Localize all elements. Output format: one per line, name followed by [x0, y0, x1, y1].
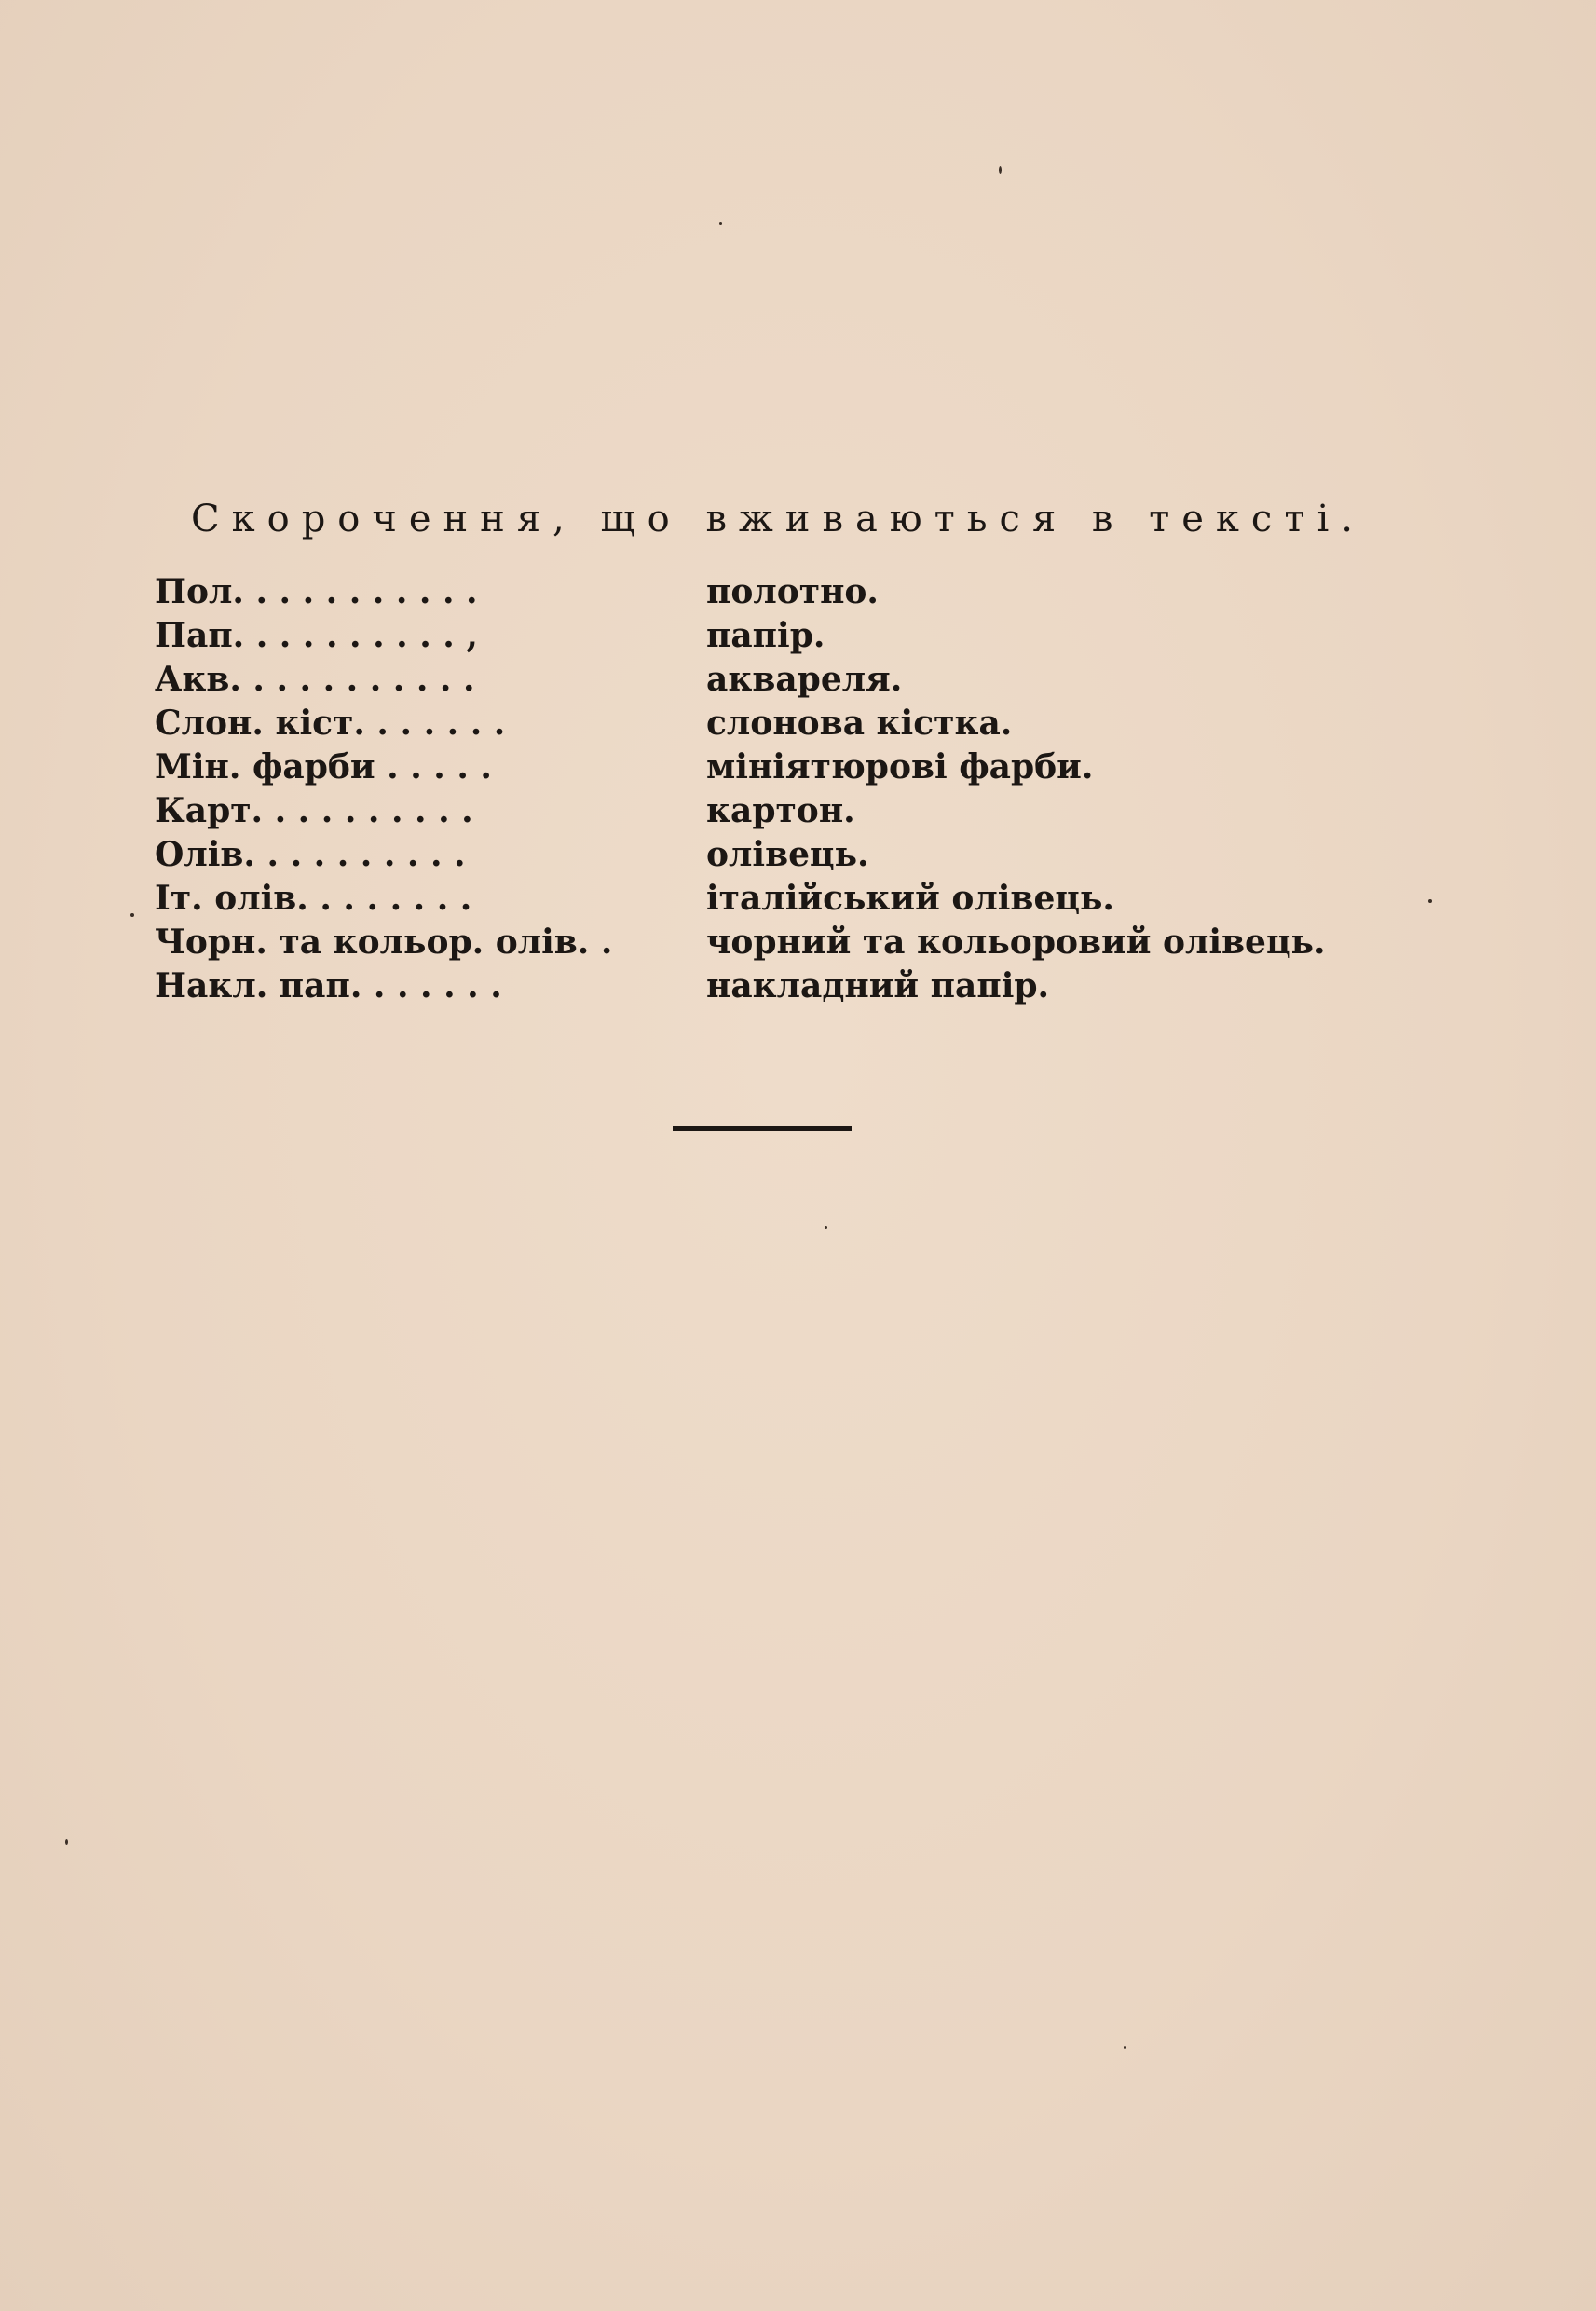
abbreviation-definition: полотно.: [706, 572, 879, 611]
paper-speck: [999, 166, 1002, 174]
abbreviation-term: Пап. . . . . . . . . . ,: [155, 616, 478, 655]
paper-speck: [130, 913, 134, 917]
page-heading: Скорочення, що вживаються в тексті.: [191, 498, 1365, 540]
list-item: [155, 658, 1459, 702]
list-item: [155, 833, 1459, 877]
abbreviation-definition: італійський олівець.: [706, 879, 1114, 918]
paper-speck: [1124, 2046, 1126, 2049]
abbreviation-definition: слонова кістка.: [706, 704, 1013, 743]
list-item: [155, 964, 1459, 1008]
abbreviation-term: Іт. олів. . . . . . . .: [155, 879, 472, 918]
paper-speck: [825, 1226, 827, 1229]
abbreviation-term: Слон. кіст. . . . . . .: [155, 704, 506, 743]
abbreviation-term: Акв. . . . . . . . . . .: [155, 660, 475, 699]
end-rule: [673, 1126, 852, 1131]
abbreviation-definition: акварeля.: [706, 660, 903, 699]
list-item: [155, 877, 1459, 921]
abbreviation-term: Мін. фарби . . . . .: [155, 747, 492, 786]
abbreviation-definition: накладний папір.: [706, 966, 1050, 1005]
abbreviation-definition: мініятюрові фарби.: [706, 747, 1094, 786]
abbreviation-term: Накл. пап. . . . . . .: [155, 966, 502, 1005]
abbreviation-definition: папір.: [706, 616, 825, 655]
list-item: [155, 921, 1459, 964]
list-item: [155, 745, 1459, 789]
list-item: [155, 789, 1459, 833]
paper-speck: [1428, 899, 1432, 903]
abbreviation-term: Чорн. та кольор. олів. .: [155, 923, 613, 962]
abbreviation-definition: чорний та кольоровий олівець.: [706, 923, 1326, 962]
paper-speck: [719, 222, 722, 225]
abbreviation-term: Олів. . . . . . . . . .: [155, 835, 466, 874]
list-item: [155, 702, 1459, 745]
abbreviation-term: Карт. . . . . . . . . .: [155, 791, 473, 830]
list-item: [155, 614, 1459, 658]
abbreviation-definition: картон.: [706, 791, 855, 830]
paper-speck: [65, 1839, 68, 1845]
abbreviation-definition: олівець.: [706, 835, 869, 874]
list-item: [155, 570, 1459, 614]
abbreviation-term: Пол. . . . . . . . . . .: [155, 572, 478, 611]
abbreviations-list: [155, 570, 1459, 1008]
